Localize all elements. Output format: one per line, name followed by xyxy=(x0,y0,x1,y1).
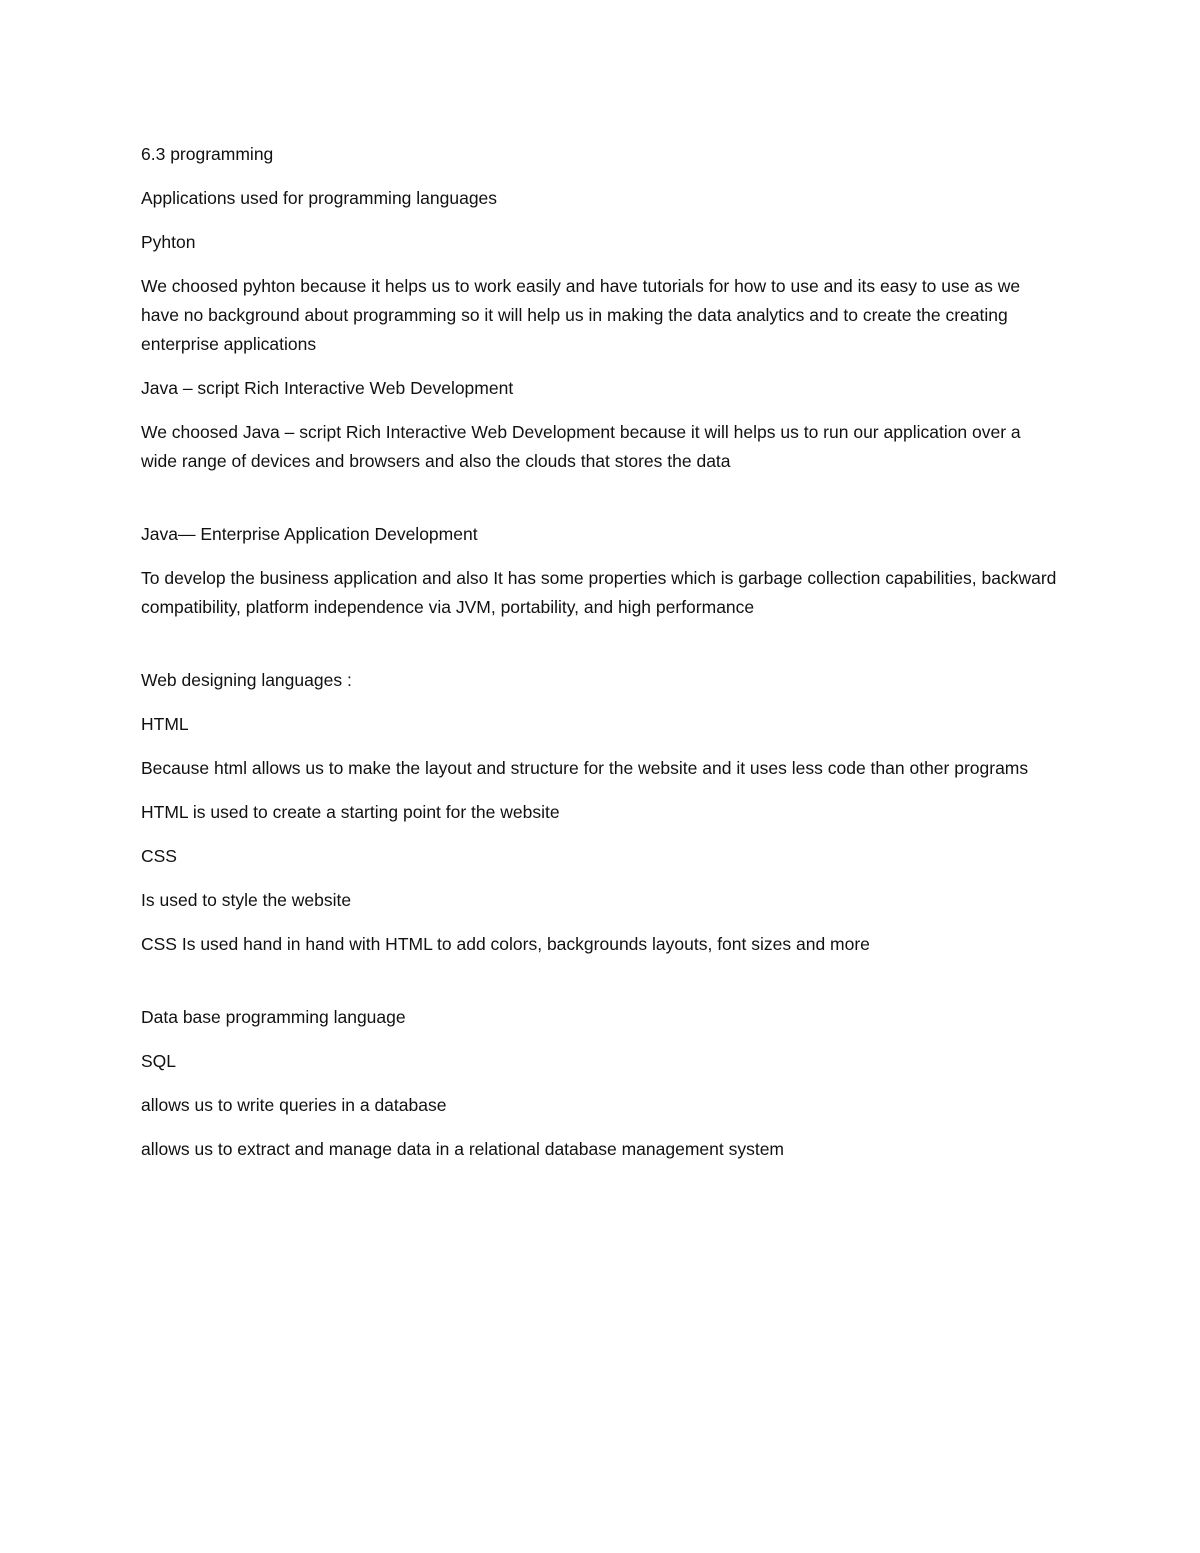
sql-purpose-manage: allows us to extract and manage data in a relational database management system xyxy=(141,1139,785,1159)
blank-line xyxy=(141,491,1061,520)
sql-purpose-queries: allows us to write queries in a database xyxy=(141,1095,447,1115)
database-heading: Data base programming language xyxy=(141,1007,406,1027)
css-purpose: Is used to style the website xyxy=(141,890,352,910)
language-name-javascript: Java – script Rich Interactive Web Development xyxy=(141,378,514,398)
python-reason: We choosed pyhton because it helps us to work easily and have tutorials for how to use and its easy to use as we have no background about programming so it will help us in making the data analytics and to create the creating enterprise applications xyxy=(141,276,1021,354)
language-name-python: Pyhton xyxy=(141,232,196,252)
html-purpose: HTML is used to create a starting point for the website xyxy=(141,802,560,822)
javascript-reason: We choosed Java – script Rich Interactive Web Development because it will helps us to run our application over a wide range of devices and browsers and also the clouds that stores the data xyxy=(141,422,1021,471)
language-name-java: Java— Enterprise Application Development xyxy=(141,524,478,544)
language-name-html: HTML xyxy=(141,714,189,734)
language-name-css: CSS xyxy=(141,846,177,866)
html-reason: Because html allows us to make the layout and structure for the website and it uses less code than other programs xyxy=(141,758,1029,778)
java-reason: To develop the business application and also It has some properties which is garbage collection capabilities, backward compatibility, platform independence via JVM, portability, and high performance xyxy=(141,568,1057,617)
blank-line xyxy=(141,974,1061,1003)
blank-line xyxy=(141,637,1061,666)
web-languages-heading: Web designing languages : xyxy=(141,670,352,690)
css-details: CSS Is used hand in hand with HTML to add colors, backgrounds layouts, font sizes and more xyxy=(141,934,870,954)
document-body xyxy=(141,140,1061,1179)
subheading: Applications used for programming languages xyxy=(141,188,498,208)
language-name-sql: SQL xyxy=(141,1051,177,1071)
section-heading: 6.3 programming xyxy=(141,144,274,164)
